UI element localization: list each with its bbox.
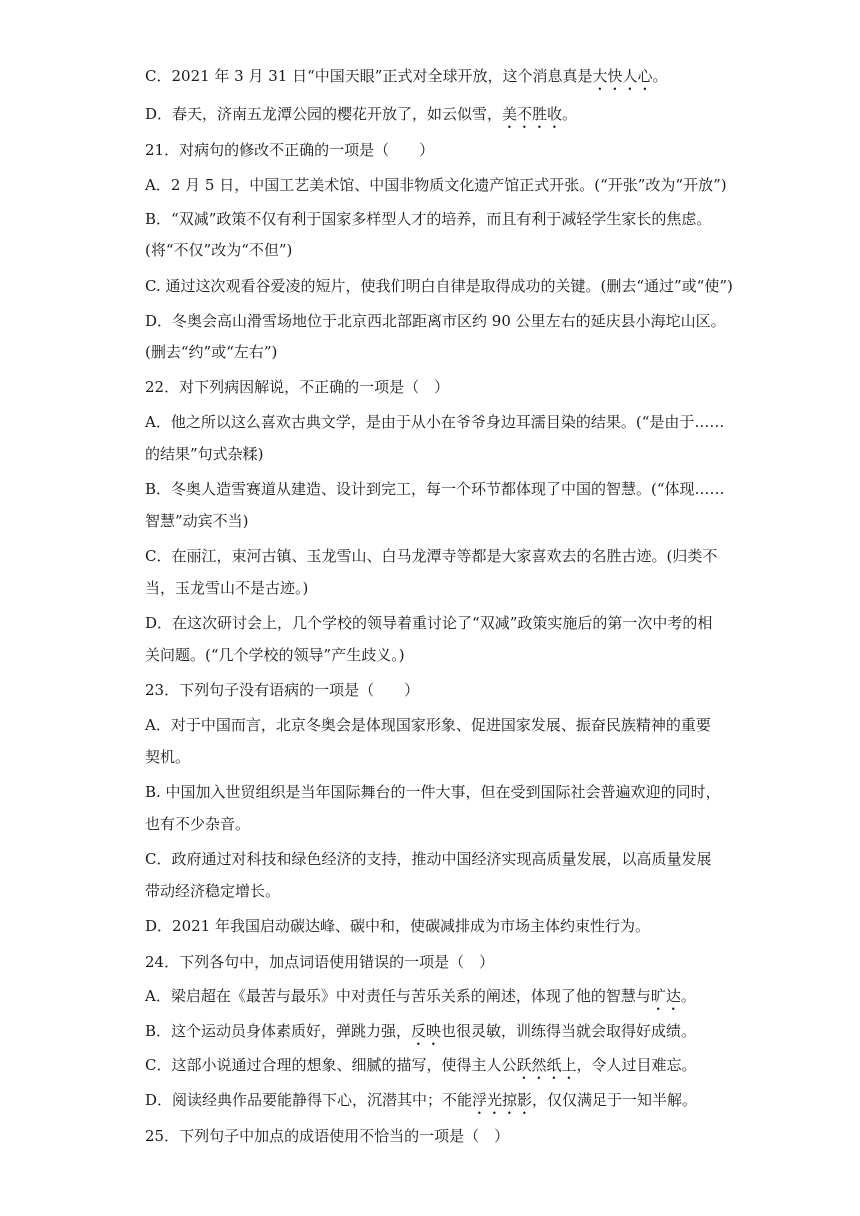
option-d-q21-cont: (删去“约”或“左右”) xyxy=(145,343,278,361)
option-b-q24 xyxy=(145,1021,696,1041)
question-21-stem: 21．对病句的修改不正确的一项是（ ） xyxy=(145,141,435,159)
option-b-q22: B．冬奥人造雪赛道从建造、设计到完工，每一个环节都体现了中国的智慧。(“体现…… xyxy=(145,480,725,498)
option-b-q23-cont: 也有不少杂音。 xyxy=(145,815,251,833)
option-b-q21-cont: (将“不仅”改为“不但”) xyxy=(145,241,293,259)
option-d-q22-cont: 关问题。(“几个学校的领导”产生歧义。) xyxy=(145,646,405,664)
line-text: 。 xyxy=(652,67,668,85)
question-23-stem: 23．下列句子没有语病的一项是（ ） xyxy=(145,681,420,699)
option-a-q22-cont: 的结果”句式杂糅) xyxy=(145,445,264,463)
option-d-q24 xyxy=(145,1090,697,1110)
option-d-q23: D．2021 年我国启动碳达峰、碳中和，使碳减排成为市场主体约束性行为。 xyxy=(145,917,650,935)
question-25-stem: 25．下列句子中加点的成语使用不恰当的一项是（ ） xyxy=(145,1127,510,1145)
option-c-q22-cont: 当，玉龙雪山不是古迹。) xyxy=(145,579,309,597)
option-b-q22-cont: 智慧”动宾不当) xyxy=(145,512,249,530)
question-22-stem: 22．对下列病因解说，不正确的一项是（ ） xyxy=(145,378,450,396)
emphasized-word: 旷达 xyxy=(650,987,681,1005)
line-text: 也很灵敏，训练得当就会取得好成绩。 xyxy=(441,1022,697,1040)
option-a-q22: A．他之所以这么喜欢古典文学，是由于从小在爷爷身边耳濡目染的结果。(“是由于…… xyxy=(145,413,725,431)
line-text: ，令人过目难忘。 xyxy=(576,1056,697,1074)
emphasized-word: 跃然纸上 xyxy=(516,1056,577,1074)
option-a-q21: A．2 月 5 日，中国工艺美术馆、中国非物质文化遗产馆正式开张。(“开张”改为“开放”) xyxy=(145,176,727,194)
option-b-q21: B．“双减”政策不仅有利于国家多样型人才的培养，而且有利于减轻学生家长的焦虑。 xyxy=(145,210,712,228)
option-a-q24 xyxy=(145,986,696,1006)
line-text: 。 xyxy=(680,987,696,1005)
line-text: D．阅读经典作品要能静得下心，沉潜其中；不能 xyxy=(145,1091,473,1109)
option-c-q22: C．在丽江，束河古镇、玉龙雪山、白马龙潭寺等都是大家喜欢去的名胜古迹。(归类不 xyxy=(145,547,718,565)
emphasized-word: 大快人心 xyxy=(592,67,653,85)
option-b-q23: B. 中国加入世贸组织是当年国际舞台的一件大事，但在受到国际社会普遍欢迎的同时， xyxy=(145,783,721,801)
option-d-q20 xyxy=(145,104,577,124)
emphasized-word: 浮光掠影 xyxy=(472,1091,533,1109)
line-text: ，仅仅满足于一知半解。 xyxy=(532,1091,698,1109)
option-c-q23: C．政府通过对科技和绿色经济的支持，推动中国经济实现高质量发展，以高质量发展 xyxy=(145,850,712,868)
line-text: B．这个运动员身体素质好，弹跳力强， xyxy=(145,1022,412,1040)
option-c-q21: C. 通过这次观看谷爱凌的短片，使我们明白自律是取得成功的关键。(删去“通过”或“使”) xyxy=(145,277,733,295)
option-a-q23-cont: 契机。 xyxy=(145,748,191,766)
line-text: C．这部小说通过合理的想象、细腻的描写，使得主人公 xyxy=(145,1056,517,1074)
line-text: A．梁启超在《最苦与最乐》中对责任与苦乐关系的阐述，体现了他的智慧与 xyxy=(145,987,651,1005)
emphasized-word: 反映 xyxy=(411,1022,442,1040)
line-text: D．春天，济南五龙潭公园的樱花开放了，如云似雪， xyxy=(145,105,503,123)
option-c-q23-cont: 带动经济稳定增长。 xyxy=(145,882,281,900)
option-a-q23: A．对于中国而言，北京冬奥会是体现国家形象、促进国家发展、振奋民族精神的重要 xyxy=(145,716,711,734)
option-d-q21: D．冬奥会高山滑雪场地位于北京西北部距离市区约 90 公里左右的延庆县小海坨山区。 xyxy=(145,312,726,330)
option-d-q22: D．在这次研讨会上，几个学校的领导着重讨论了“双减”政策实施后的第一次中考的相 xyxy=(145,614,713,632)
line-text: C．2021 年 3 月 31 日“中国天眼”正式对全球开放，这个消息真是 xyxy=(145,67,593,85)
option-c-q24 xyxy=(145,1055,697,1075)
line-text: 。 xyxy=(562,105,578,123)
option-c-q20 xyxy=(145,66,668,86)
emphasized-word: 美不胜收 xyxy=(502,105,563,123)
question-24-stem: 24．下列各句中，加点词语使用错误的一项是（ ） xyxy=(145,953,495,971)
